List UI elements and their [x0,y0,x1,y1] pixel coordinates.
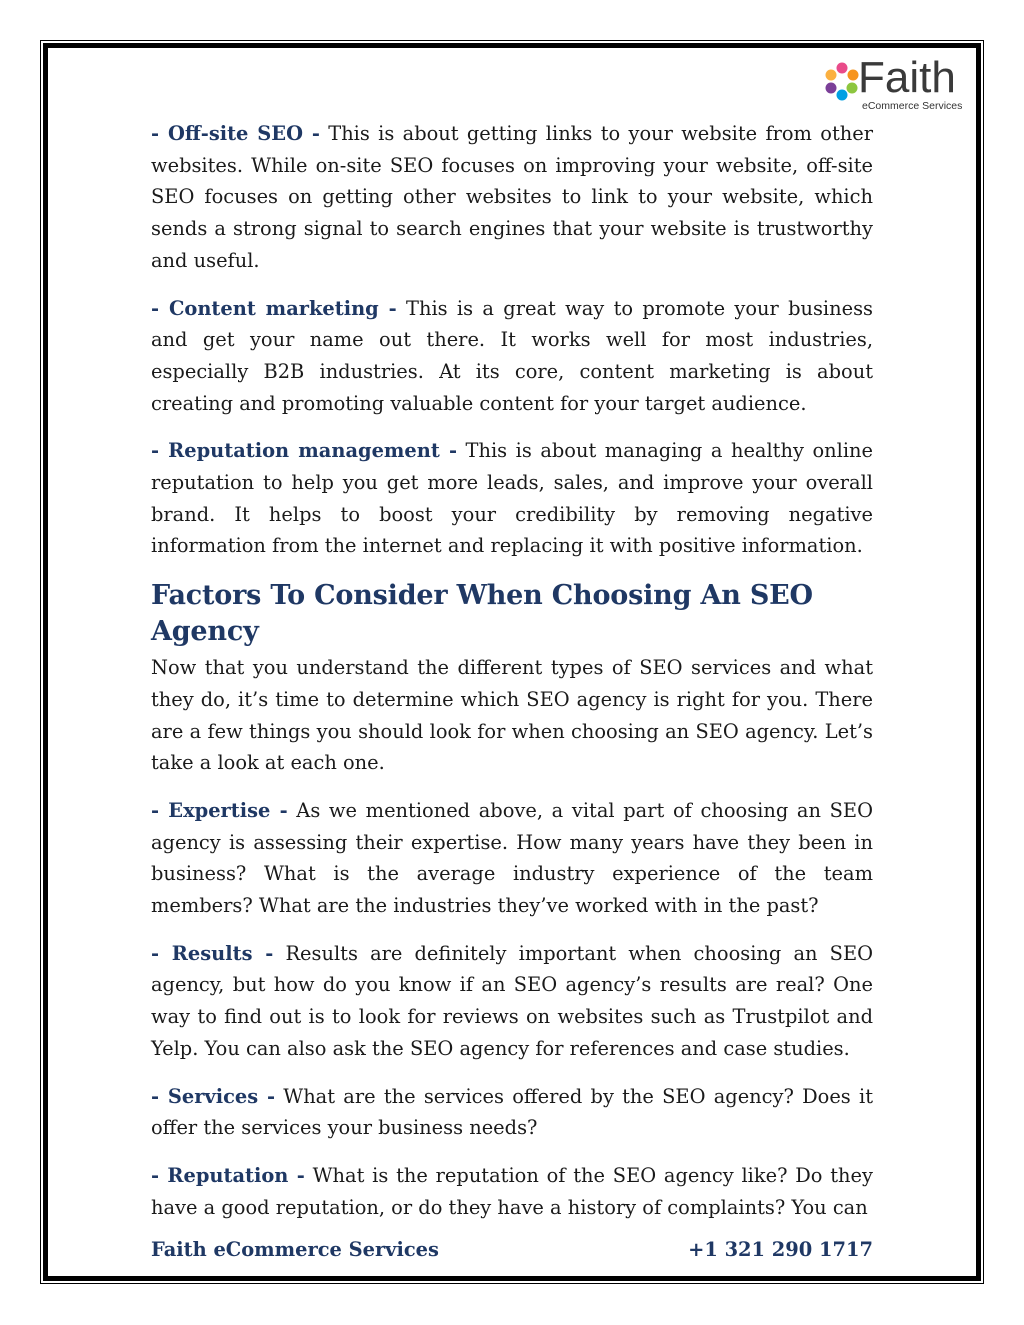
paragraph-lead: - Reputation - [151,1163,305,1187]
paragraph-lead: - Reputation management - [151,439,457,463]
paragraph-lead: - Services - [151,1084,276,1108]
paragraph-expertise [151,795,873,922]
page-footer [151,1238,873,1268]
paragraph-text: Results are definitely important when choosing an SEO agency, but how do you know if an SEO agency’s results are real? One way to find out is to look for reviews on websites such as Trustpilot and Yelp. You can also ask the SEO agency for references and case studies. [151,941,873,1060]
paragraph-lead: - Expertise - [151,798,288,822]
flower-icon [822,60,862,104]
footer-phone: +1 321 290 1717 [688,1238,873,1261]
paragraph-text: As we mentioned above, a vital part of choosing an SEO agency is assessing their expertise. How many years have they been in business? What is the average industry experience of the team members? What are the industries they’ve worked with in the past? [151,798,873,918]
logo-wordmark: Faith [858,53,956,102]
paragraph-reputation [151,1160,873,1223]
paragraph-reputation-management [151,435,873,562]
paragraph-content-marketing [151,293,873,420]
section-heading: Factors To Consider When Choosing An SEO Agency [151,580,813,648]
paragraph-results [151,938,873,1065]
paragraph-lead: - Results - [151,941,274,965]
document-body [151,118,873,1239]
paragraph-text: This is about managing a healthy online reputation to help you get more leads, sales, and improve your overall brand. It helps to boost your credibility by removing negative information from the internet and replacing it with positive information. [151,439,873,558]
paragraph-offsite-seo [151,118,873,277]
company-logo [822,53,972,116]
paragraph-text: What are the services offered by the SEO agency? Does it offer the services your business needs? [151,1084,873,1140]
paragraph-lead: - Content marketing - [151,296,397,320]
paragraph-text: What is the reputation of the SEO agency like? Do they have a good reputation, or do they have a history of complaints? You can [151,1163,873,1219]
paragraph-text: This is a great way to promote your business and get your name out there. It works well for most industries, especially B2B industries. At its core, content marketing is about creating and promoting valuable content for your target audience. [151,296,873,415]
paragraph-services [151,1081,873,1144]
paragraph-text: This is about getting links to your website from other websites. While on-site SEO focuses on improving your website, off-site SEO focuses on getting other websites to link to your website, which sends a strong signal to search engines that your website is trustworthy and useful. [151,122,873,272]
logo-tagline: eCommerce Services [862,100,963,112]
footer-company: Faith eCommerce Services [151,1238,439,1261]
paragraph-lead: - Off-site SEO - [151,122,320,145]
section-intro: Now that you understand the different types of SEO services and what they do, it’s time to determine which SEO agency is right for you. There are a few things you should look for when choosing an SEO agency. Let’s take a look at each one. [151,656,873,775]
